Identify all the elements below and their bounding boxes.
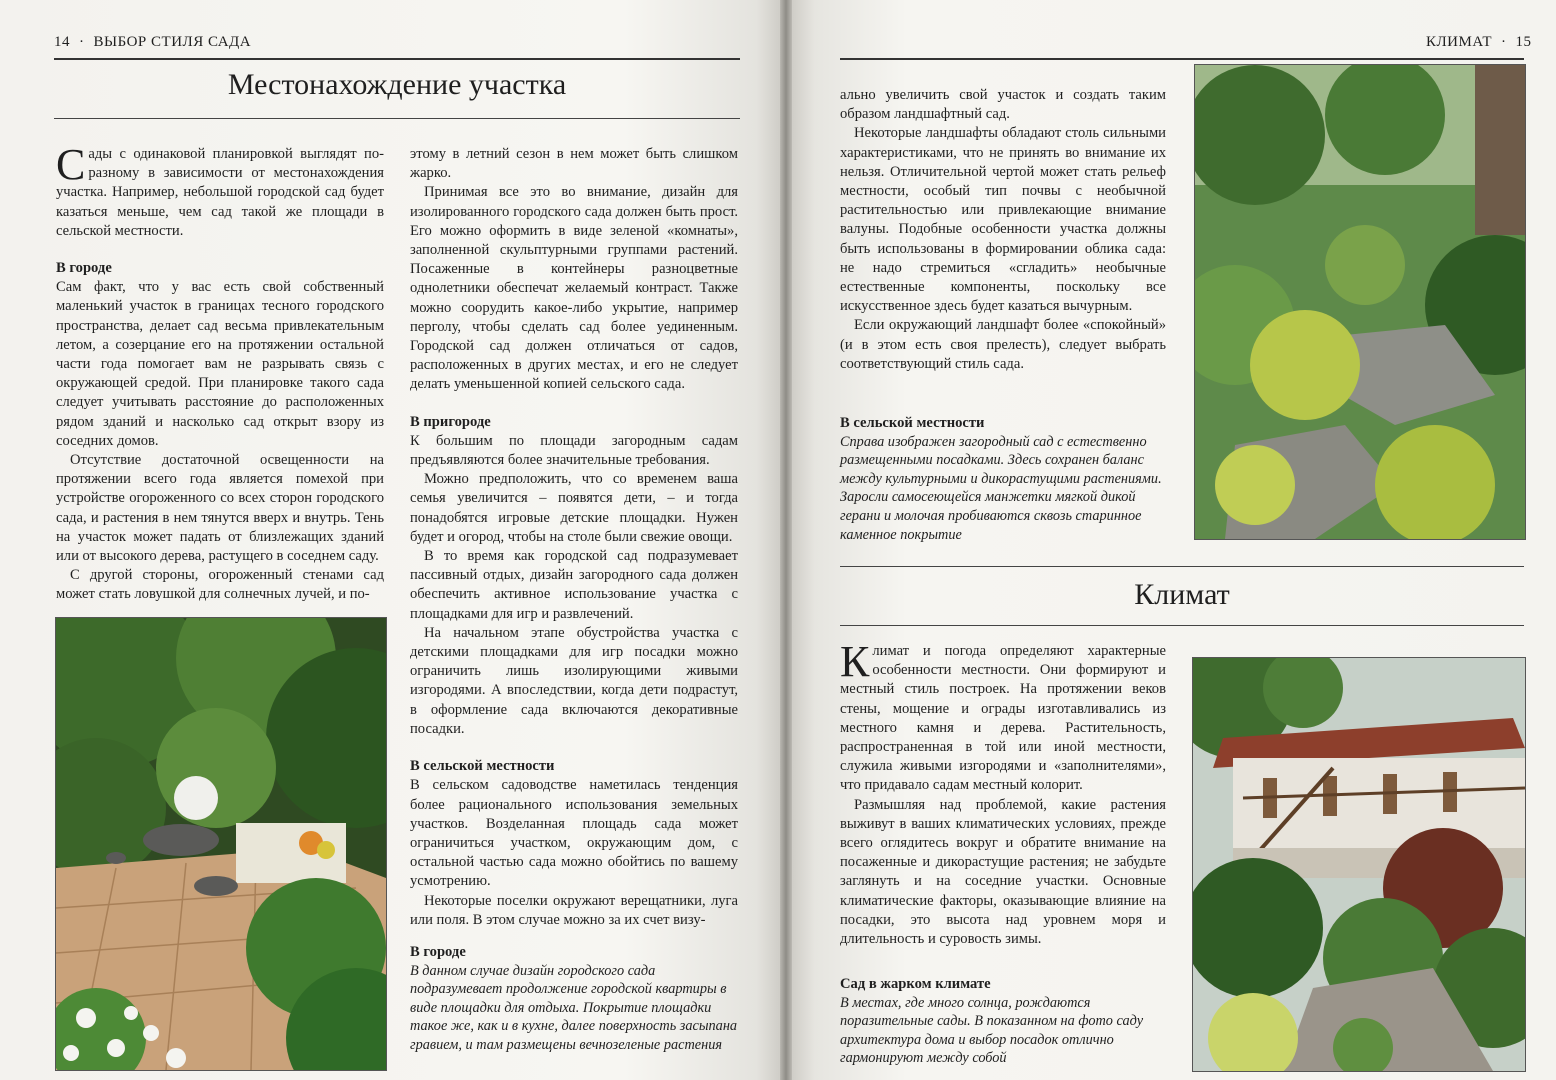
right-page [792, 0, 1556, 1080]
body-paragraph: В то время как городской сад подразумевает пассивный отдых, дизайн загородного сада должен обеспечить активное использование участка с площадками для игр и развлечений. [410, 548, 738, 622]
body-paragraph: Некоторые поселки окружают верещатники, луга или поля. В этом случае можно за их счет визу- [410, 892, 738, 928]
section-rule [840, 566, 1524, 567]
body-paragraph: В сельском садоводстве наметилась тенденция более рационального использования земельных участков. Возделанная площадь сада может ограничиться участком, окружающим дом, с остальной частью сада можно обойтись по вашему усмотрению. [410, 777, 738, 890]
body-paragraph: Сам факт, что у вас есть свой собственный маленький участок в границах тесного городского пространства, делает сад весьма привлекательным летом, а созерцание его на протяжении остальной части года помогает вам не разрывать связь с окружающей средой. При планировке такого сада следует учитывать расстояние до расположенных рядом зданий и насколько сад открыт взору из соседних домов. [56, 279, 384, 449]
subheading-suburb: В пригороде [410, 413, 491, 430]
hot-climate-caption [840, 975, 1170, 1068]
left-column-2 [410, 145, 738, 930]
body-paragraph: Размышляя над проблемой, какие растения выживут в ваших климатических условиях, прежде всего оглядитесь вокруг и обратите внимание на посаженные и дикорастущие растения; не забудьте заглянуть и на соседние участки. Основные климатические факторы, оказывающие влияние на посадки, это высота над уровнем моря и длительность и суровость зимы. [840, 796, 1166, 948]
section-title: Местонахождение участка [227, 68, 567, 101]
header-rule [54, 58, 740, 60]
right-running-title: КЛИМАТ [1426, 34, 1493, 50]
climate-column [840, 637, 1166, 949]
caption-text: Справа изображен загородный сад с естественно размещенными посадками. Здесь сохранен баланс между культурными и дикорастущими растениями. Заросли самосеющейся манжетки мягкой дикой герани и молочая пробиваются сквозь старинное каменное покрытие [840, 433, 1162, 543]
body-paragraph: На начальном этапе обустройства участка с детскими площадками для игр посадки можно ограничить лишь изолирующими живыми изгородями. А впоследствии, когда дети подрастут, в оформление сада включаются декоративные посадки. [410, 624, 738, 737]
title-rule [840, 625, 1524, 626]
title-rule [54, 118, 740, 119]
body-paragraph: Принимая все это во внимание, дизайн для изолированного городского сада должен быть прост. Его можно оформить в виде зеленой «комнаты», заполненной скульптурными группами растений. Посаженные в контейнеры разноцветные однолетники обеспечат желаемый контраст. Также можно соорудить какое-либо укрытие, например перголу, чтобы сделать сад более уединенным. Городской сад должен отличаться от садов, расположенных в других местах, и его не следует делать уменьшенной копией сельского сада. [410, 184, 738, 393]
left-running-head: 14 · ВЫБОР СТИЛЯ САДА [54, 34, 252, 50]
right-top-column [840, 86, 1166, 374]
drop-cap: С [56, 140, 86, 189]
body-paragraph: К большим по площади загородным садам предъявляются более значительные требования. [410, 432, 738, 469]
right-page-number: 15 [1515, 34, 1532, 50]
caption-heading: Сад в жарком климате [840, 976, 991, 992]
climate-title: Климат [1134, 578, 1230, 611]
left-running-title: ВЫБОР СТИЛЯ САДА [93, 34, 252, 50]
body-paragraph: лимат и погода определяют характерные особенности местности. Они формируют и местный стиль построек. На протяжении веков стены, мощение и ограды изготавливались из местного камня и дерева. Растительность, распространенная в той или иной местности, служила живыми изгородями и «заполнителями», что придавало садам местный колорит. [840, 643, 1166, 794]
rural-garden-photo [1194, 64, 1526, 540]
body-paragraph: Отсутствие достаточной освещенности на протяжении всего года является помехой при устройстве огороженного со всех сторон городского сада, и растения в нем тянутся вверх и внутрь. Тень на участок может падать от близлежащих зданий или от высокого дерева, растущего в соседнем саду. [56, 452, 384, 565]
drop-cap: К [840, 637, 870, 686]
body-paragraph: Если окружающий ландшафт более «спокойный» (и в этом есть своя прелесть), следует выбрать соответствующий стиль сада. [840, 317, 1166, 372]
book-gutter [780, 0, 792, 1080]
city-garden-photo [55, 617, 387, 1071]
left-page-number: 14 [54, 34, 70, 50]
caption-text: В местах, где много солнца, рождаются поразительные сады. В показанном на фото саду архитектура дома и выбор посадок отлично гармонируют между собой [840, 994, 1144, 1067]
city-photo-caption [410, 943, 740, 1055]
subheading-city: В городе [56, 260, 112, 277]
rural-photo-caption [840, 414, 1170, 544]
body-paragraph: С другой стороны, огороженный стенами сад может стать ловушкой для солнечных лучей, и по- [56, 567, 384, 603]
header-rule [840, 58, 1524, 60]
left-column-1 [56, 140, 384, 605]
body-paragraph: Некоторые ландшафты обладают столь сильными характеристиками, что не принять во внимание их нельзя. Отличительной чертой может стать рельеф местности, особый тип почвы с необычной растительностью или привлекающие внимание валуны. Подобные особенности участка должны быть использованы в формировании облика сада: не надо стремиться «сгладить» необычные естественные компоненты, поскольку все искусственное здесь будет казаться вычурным. [840, 125, 1166, 315]
caption-heading: В городе [410, 944, 466, 960]
right-running-head: КЛИМАТ · 15 [1426, 34, 1532, 50]
body-paragraph: Можно предположить, что со временем ваша семья увеличится – появятся дети, – и тогда понадобятся игровые детские площадки. Нужен будет и огород, чтобы на столе были свежие овощи. [410, 471, 738, 545]
subheading-rural: В сельской местности [410, 758, 555, 775]
body-paragraph: ально увеличить свой участок и создать таким образом ландшафтный сад. [840, 87, 1166, 123]
caption-heading: В сельской местности [840, 415, 985, 431]
intro-paragraph: ады с одинаковой планировкой выглядят по-разному в зависимости от местонахождения участка. Например, небольшой городской сад будет казаться меньше, чем сад такой же площади в сельской местности. [56, 146, 384, 239]
caption-text: В данном случае дизайн городского сада подразумевает продолжение городской квартиры в виде площадки для отдыха. Покрытие площадки такое же, как и в кухне, далее поверхность засыпана гравием, и там размещены вечнозеленые растения [410, 962, 738, 1053]
body-paragraph: этому в летний сезон в нем может быть слишком жарко. [410, 146, 738, 182]
hot-climate-garden-photo [1192, 657, 1526, 1072]
